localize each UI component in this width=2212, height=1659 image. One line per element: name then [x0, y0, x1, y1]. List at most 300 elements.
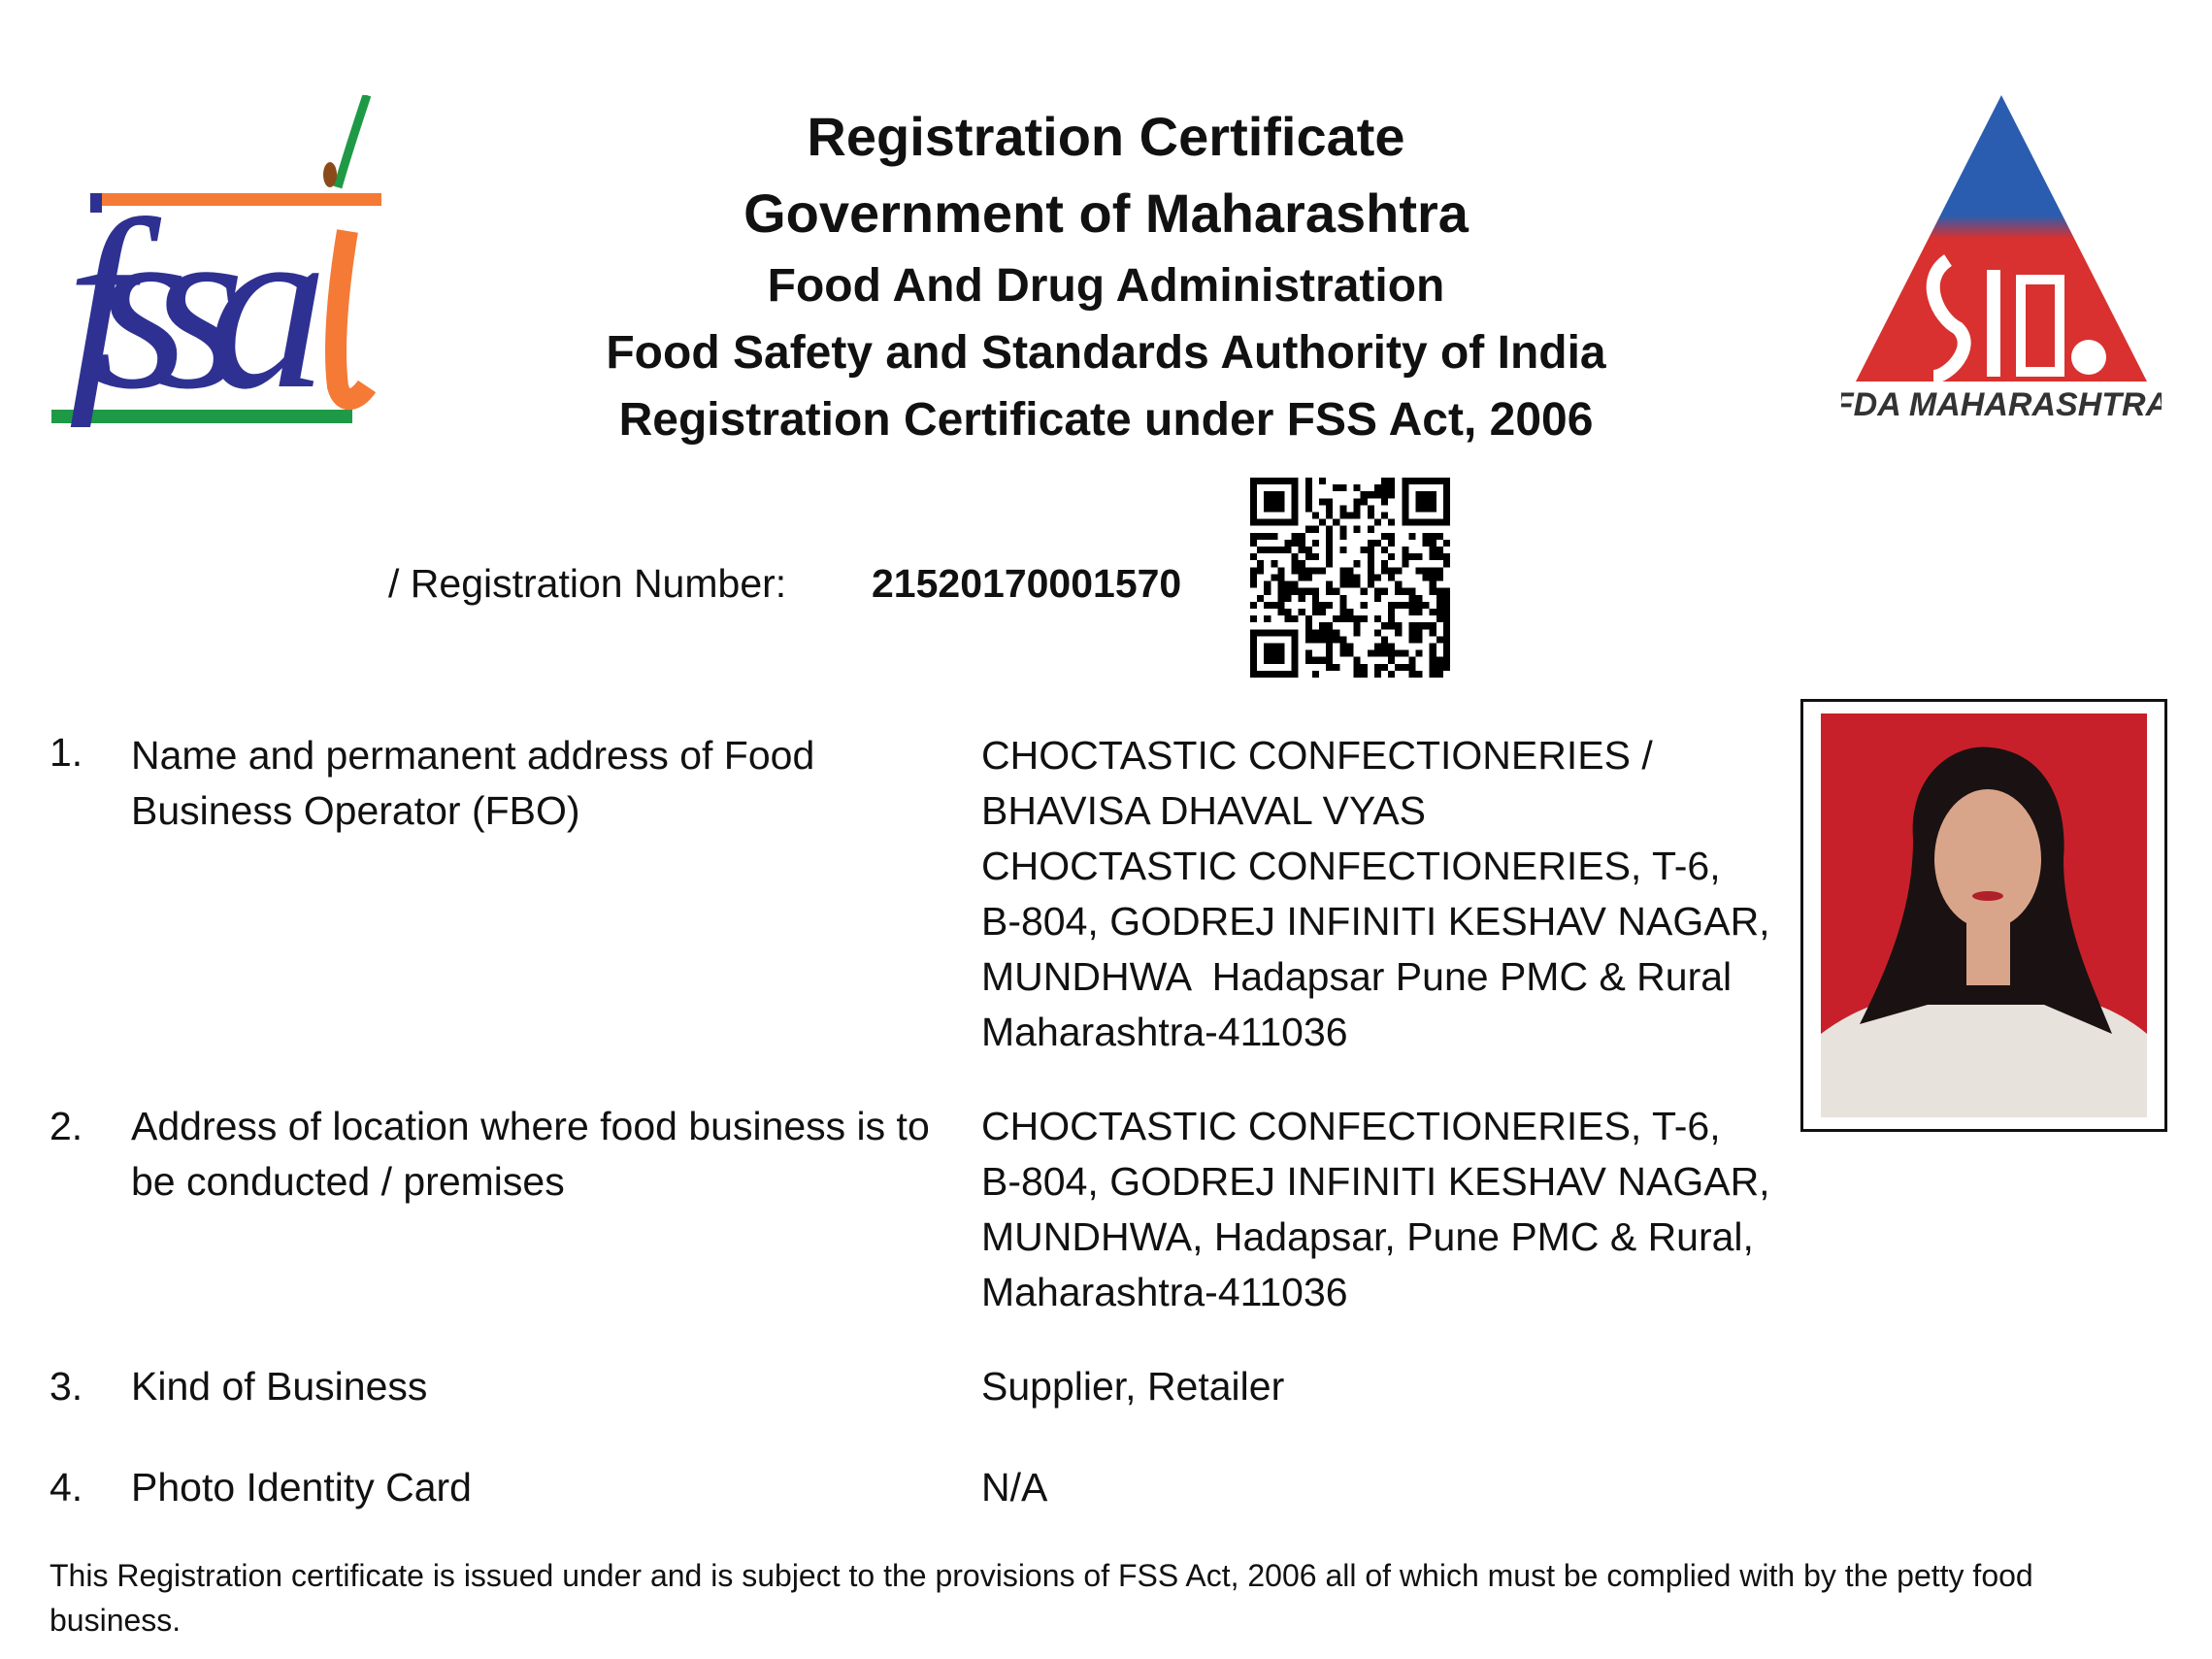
qr-module: [1292, 615, 1299, 622]
authority-title: Food Safety and Standards Authority of India: [606, 327, 1606, 379]
qr-module: [1408, 602, 1415, 609]
qr-module: [1368, 574, 1374, 581]
qr-module: [1339, 567, 1346, 574]
qr-module: [1312, 636, 1319, 643]
qr-module: [1346, 513, 1353, 519]
qr-module: [1374, 491, 1381, 498]
qr-module: [1443, 595, 1450, 602]
qr-module: [1423, 533, 1430, 540]
qr-module: [1381, 588, 1388, 595]
qr-module: [1354, 664, 1361, 671]
qr-module: [1388, 622, 1395, 629]
qr-module: [1271, 602, 1277, 609]
qr-module: [1381, 513, 1388, 519]
qr-module: [1408, 588, 1415, 595]
qr-module: [1443, 553, 1450, 560]
qr-module: [1408, 629, 1415, 636]
qr-module: [1299, 574, 1305, 581]
qr-module: [1443, 560, 1450, 567]
qr-module: [1423, 622, 1430, 629]
qr-module: [1415, 553, 1422, 560]
qr-module: [1312, 629, 1319, 636]
qr-module: [1271, 560, 1277, 567]
qr-module: [1292, 533, 1299, 540]
qr-module: [1388, 567, 1395, 574]
qr-module: [1277, 581, 1284, 588]
qr-module: [1395, 581, 1402, 588]
qr-module: [1264, 533, 1271, 540]
qr-module: [1354, 622, 1361, 629]
qr-module: [1436, 609, 1443, 615]
qr-module: [1381, 664, 1388, 671]
qr-module: [1374, 588, 1381, 595]
qr-module: [1277, 609, 1284, 615]
qr-module: [1368, 505, 1374, 512]
government-title: Government of Maharashtra: [743, 182, 1469, 244]
item-2-number: 2.: [50, 1104, 83, 1148]
qr-module: [1299, 547, 1305, 553]
qr-module: [1388, 574, 1395, 581]
qr-module: [1299, 595, 1305, 602]
qr-module: [1305, 484, 1312, 491]
qr-module: [1339, 595, 1346, 602]
qr-module: [1333, 519, 1339, 526]
qr-module: [1361, 491, 1368, 498]
qr-module: [1354, 560, 1361, 567]
qr-module: [1361, 602, 1368, 609]
qr-module: [1374, 519, 1381, 526]
qr-module: [1299, 588, 1305, 595]
qr-module: [1415, 567, 1422, 574]
qr-module: [1354, 581, 1361, 588]
qr-module: [1381, 498, 1388, 505]
qr-module: [1305, 622, 1312, 629]
qr-module: [1402, 588, 1408, 595]
qr-module: [1381, 547, 1388, 553]
qr-module: [1361, 547, 1368, 553]
qr-module: [1381, 478, 1388, 484]
qr-module: [1312, 595, 1319, 602]
qr-module: [1436, 574, 1443, 581]
qr-module: [1326, 629, 1333, 636]
qr-module: [1361, 671, 1368, 678]
qr-module: [1354, 657, 1361, 664]
qr-module: [1374, 595, 1381, 602]
qr-module: [1436, 553, 1443, 560]
qr-module: [1368, 581, 1374, 588]
qr-module: [1339, 636, 1346, 643]
qr-module: [1319, 636, 1326, 643]
qr-module: [1443, 643, 1450, 649]
qr-module: [1381, 636, 1388, 643]
qr-module: [1285, 540, 1292, 547]
qr-module: [1292, 540, 1299, 547]
qr-module: [1312, 609, 1319, 615]
qr-module: [1277, 602, 1284, 609]
qr-module: [1312, 567, 1319, 574]
qr-module: [1443, 636, 1450, 643]
qr-module: [1354, 615, 1361, 622]
qr-module: [1299, 567, 1305, 574]
qr-module: [1388, 478, 1395, 484]
fbo-photo: [1800, 699, 2167, 1132]
qr-module: [1319, 622, 1326, 629]
qr-module: [1339, 609, 1346, 615]
qr-module: [1361, 588, 1368, 595]
item-1-number: 1.: [50, 730, 83, 775]
qr-module: [1395, 602, 1402, 609]
qr-module: [1408, 609, 1415, 615]
qr-module: [1415, 595, 1422, 602]
qr-module: [1388, 491, 1395, 498]
qr-module: [1319, 602, 1326, 609]
qr-module: [1292, 588, 1299, 595]
qr-module: [1250, 567, 1257, 574]
qr-module: [1285, 581, 1292, 588]
qr-module: [1319, 657, 1326, 664]
qr-module: [1339, 650, 1346, 657]
qr-module: [1319, 478, 1326, 484]
qr-module: [1285, 588, 1292, 595]
qr-module: [1423, 540, 1430, 547]
qr-module: [1346, 574, 1353, 581]
qr-module: [1326, 553, 1333, 560]
certificate-title: Registration Certificate: [807, 106, 1405, 167]
qr-module: [1333, 588, 1339, 595]
qr-module: [1305, 553, 1312, 560]
qr-module: [1374, 615, 1381, 622]
qr-module: [1374, 629, 1381, 636]
item-4-number: 4.: [50, 1465, 83, 1510]
qr-module: [1415, 636, 1422, 643]
qr-module: [1443, 664, 1450, 671]
qr-module: [1388, 602, 1395, 609]
qr-module: [1333, 484, 1339, 491]
qr-module: [1292, 553, 1299, 560]
qr-module: [1368, 547, 1374, 553]
qr-module: [1381, 533, 1388, 540]
qr-module: [1305, 491, 1312, 498]
qr-module: [1333, 664, 1339, 671]
qr-module: [1305, 567, 1312, 574]
qr-module: [1312, 513, 1319, 519]
qr-module: [1305, 478, 1312, 484]
qr-module: [1388, 533, 1395, 540]
qr-module: [1436, 615, 1443, 622]
qr-module: [1257, 595, 1264, 602]
qr-module: [1443, 615, 1450, 622]
qr-module: [1408, 595, 1415, 602]
qr-module: [1408, 533, 1415, 540]
qr-module: [1339, 547, 1346, 553]
qr-module: [1436, 636, 1443, 643]
qr-module: [1430, 547, 1436, 553]
qr-module: [1388, 671, 1395, 678]
qr-module: [1326, 664, 1333, 671]
qr-module: [1388, 615, 1395, 622]
qr-module: [1277, 574, 1284, 581]
qr-module: [1326, 540, 1333, 547]
qr-module: [1402, 560, 1408, 567]
qr-module: [1408, 671, 1415, 678]
qr-module: [1443, 629, 1450, 636]
qr-module: [1402, 650, 1408, 657]
qr-module: [1368, 560, 1374, 567]
qr-module: [1312, 671, 1319, 678]
qr-module: [1402, 547, 1408, 553]
qr-module: [1415, 609, 1422, 615]
qr-module: [1326, 657, 1333, 664]
qr-module: [1339, 643, 1346, 649]
qr-module: [1374, 664, 1381, 671]
department-title: Food And Drug Administration: [767, 260, 1445, 312]
qr-module: [1305, 588, 1312, 595]
qr-module: [1374, 671, 1381, 678]
qr-module: [1339, 513, 1346, 519]
qr-module: [1430, 650, 1436, 657]
qr-module: [1395, 567, 1402, 574]
qr-module: [1346, 650, 1353, 657]
registration-number: 21520170001570: [872, 561, 1182, 606]
qr-module: [1443, 609, 1450, 615]
qr-module: [1381, 643, 1388, 649]
item-3-number: 3.: [50, 1364, 83, 1409]
qr-module: [1408, 636, 1415, 643]
qr-module: [1388, 519, 1395, 526]
qr-module: [1305, 547, 1312, 553]
qr-module: [1285, 547, 1292, 553]
qr-module: [1277, 595, 1284, 602]
qr-module: [1271, 533, 1277, 540]
qr-module: [1381, 622, 1388, 629]
qr-module: [1388, 657, 1395, 664]
qr-module: [1326, 588, 1333, 595]
qr-module: [1250, 533, 1257, 540]
qr-module: [1368, 491, 1374, 498]
qr-module: [1443, 588, 1450, 595]
qr-module: [1388, 609, 1395, 615]
qr-module: [1415, 629, 1422, 636]
qr-module: [1305, 636, 1312, 643]
qr-module: [1368, 540, 1374, 547]
qr-module: [1250, 581, 1257, 588]
qr-module: [1408, 657, 1415, 664]
qr-module: [1368, 553, 1374, 560]
qr-module: [1250, 602, 1257, 609]
qr-module: [1368, 567, 1374, 574]
qr-module: [1257, 567, 1264, 574]
qr-module: [1326, 560, 1333, 567]
item-1-label: Name and permanent address of Food Business Operator (FBO): [131, 733, 815, 833]
qr-module: [1430, 553, 1436, 560]
qr-module: [1250, 574, 1257, 581]
qr-module: [1292, 567, 1299, 574]
qr-module: [1339, 533, 1346, 540]
qr-module: [1402, 602, 1408, 609]
qr-module: [1326, 533, 1333, 540]
qr-module: [1333, 615, 1339, 622]
qr-code: [1250, 478, 1450, 678]
item-2-label: Address of location where food business is to be conducted / premises: [131, 1104, 930, 1204]
qr-module: [1374, 540, 1381, 547]
qr-module: [1285, 609, 1292, 615]
qr-module: [1395, 588, 1402, 595]
qr-module: [1430, 629, 1436, 636]
qr-module: [1326, 547, 1333, 553]
svg-text:fssa: fssa: [66, 171, 328, 427]
qr-module: [1346, 615, 1353, 622]
qr-module: [1257, 547, 1264, 553]
registration-number-label: / Registration Number:: [388, 561, 787, 606]
qr-module: [1326, 581, 1333, 588]
footer-note: This Registration certificate is issued under and is subject to the provisions of FSS Act, 2006 all of which must be complied with by the petty food business.: [50, 1558, 2033, 1638]
qr-module: [1339, 581, 1346, 588]
qr-module: [1402, 664, 1408, 671]
qr-module: [1312, 540, 1319, 547]
qr-module: [1388, 553, 1395, 560]
qr-module: [1326, 505, 1333, 512]
qr-module: [1381, 650, 1388, 657]
qr-module: [1368, 526, 1374, 533]
qr-module: [1354, 498, 1361, 505]
qr-module: [1277, 588, 1284, 595]
qr-module: [1277, 567, 1284, 574]
qr-module: [1423, 567, 1430, 574]
qr-module: [1374, 574, 1381, 581]
qr-module: [1257, 533, 1264, 540]
qr-module: [1354, 513, 1361, 519]
qr-module: [1346, 567, 1353, 574]
qr-module: [1292, 560, 1299, 567]
qr-module: [1368, 513, 1374, 519]
qr-module: [1395, 629, 1402, 636]
qr-module: [1430, 540, 1436, 547]
qr-module: [1285, 595, 1292, 602]
qr-module: [1312, 657, 1319, 664]
qr-module: [1326, 526, 1333, 533]
qr-module: [1408, 553, 1415, 560]
qr-module: [1326, 650, 1333, 657]
qr-module: [1408, 664, 1415, 671]
qr-module: [1299, 533, 1305, 540]
qr-module: [1312, 526, 1319, 533]
qr-module: [1277, 547, 1284, 553]
qr-module: [1430, 622, 1436, 629]
qr-module: [1430, 567, 1436, 574]
qr-module: [1374, 484, 1381, 491]
qr-module: [1395, 622, 1402, 629]
qr-module: [1368, 650, 1374, 657]
qr-module: [1319, 567, 1326, 574]
qr-module: [1326, 643, 1333, 649]
qr-module: [1339, 505, 1346, 512]
qr-module: [1299, 609, 1305, 615]
qr-module: [1305, 526, 1312, 533]
qr-module: [1443, 657, 1450, 664]
qr-module: [1430, 643, 1436, 649]
qr-module: [1415, 622, 1422, 629]
qr-module: [1333, 636, 1339, 643]
qr-module: [1319, 519, 1326, 526]
qr-module: [1305, 505, 1312, 512]
qr-module: [1264, 615, 1271, 622]
qr-module: [1305, 574, 1312, 581]
qr-module: [1271, 547, 1277, 553]
qr-module: [1346, 643, 1353, 649]
qr-module: [1354, 484, 1361, 491]
item-3-label: Kind of Business: [131, 1364, 428, 1409]
fda-logo-text: FDA MAHARASHTRA: [1841, 386, 2162, 423]
qr-module: [1423, 602, 1430, 609]
act-title: Registration Certificate under FSS Act, 2006: [618, 394, 1594, 446]
qr-module: [1264, 602, 1271, 609]
qr-module: [1285, 615, 1292, 622]
qr-module: [1250, 540, 1257, 547]
fda-maharashtra-logo: [1841, 95, 2162, 425]
qr-module: [1430, 581, 1436, 588]
qr-module: [1305, 657, 1312, 664]
qr-module: [1319, 498, 1326, 505]
qr-module: [1430, 657, 1436, 664]
qr-module: [1339, 526, 1346, 533]
qr-module: [1312, 602, 1319, 609]
qr-module: [1339, 574, 1346, 581]
qr-module: [1436, 547, 1443, 553]
qr-module: [1312, 553, 1319, 560]
qr-module: [1395, 664, 1402, 671]
qr-module: [1443, 540, 1450, 547]
qr-module: [1264, 588, 1271, 595]
qr-module: [1250, 615, 1257, 622]
qr-module: [1354, 671, 1361, 678]
qr-module: [1257, 560, 1264, 567]
qr-module: [1292, 581, 1299, 588]
qr-module: [1339, 484, 1346, 491]
qr-module: [1361, 498, 1368, 505]
qr-module: [1299, 560, 1305, 567]
qr-module: [1436, 567, 1443, 574]
qr-module: [1430, 533, 1436, 540]
qr-module: [1408, 622, 1415, 629]
qr-module: [1326, 498, 1333, 505]
qr-module: [1354, 526, 1361, 533]
qr-module: [1381, 484, 1388, 491]
qr-module: [1436, 664, 1443, 671]
qr-module: [1333, 629, 1339, 636]
qr-module: [1430, 588, 1436, 595]
item-3-value: Supplier, Retailer: [981, 1364, 1285, 1409]
qr-module: [1436, 657, 1443, 664]
qr-module: [1305, 498, 1312, 505]
qr-module: [1430, 664, 1436, 671]
qr-module: [1436, 671, 1443, 678]
qr-module: [1436, 595, 1443, 602]
qr-module: [1430, 609, 1436, 615]
qr-module: [1250, 553, 1257, 560]
qr-module: [1354, 505, 1361, 512]
qr-module: [1443, 622, 1450, 629]
item-2-value: CHOCTASTIC CONFECTIONERIES, T-6, B-804, GODREJ INFINITI KESHAV NAGAR, MUNDHWA, Hadapsar, Pune PMC & Rural, Maharashtra-411036: [981, 1104, 1770, 1314]
qr-module: [1319, 609, 1326, 615]
qr-module: [1264, 581, 1271, 588]
qr-module: [1436, 533, 1443, 540]
item-4-value: N/A: [981, 1465, 1048, 1510]
qr-module: [1319, 629, 1326, 636]
qr-module: [1423, 574, 1430, 581]
qr-module: [1381, 567, 1388, 574]
qr-module: [1443, 602, 1450, 609]
qr-module: [1361, 615, 1368, 622]
